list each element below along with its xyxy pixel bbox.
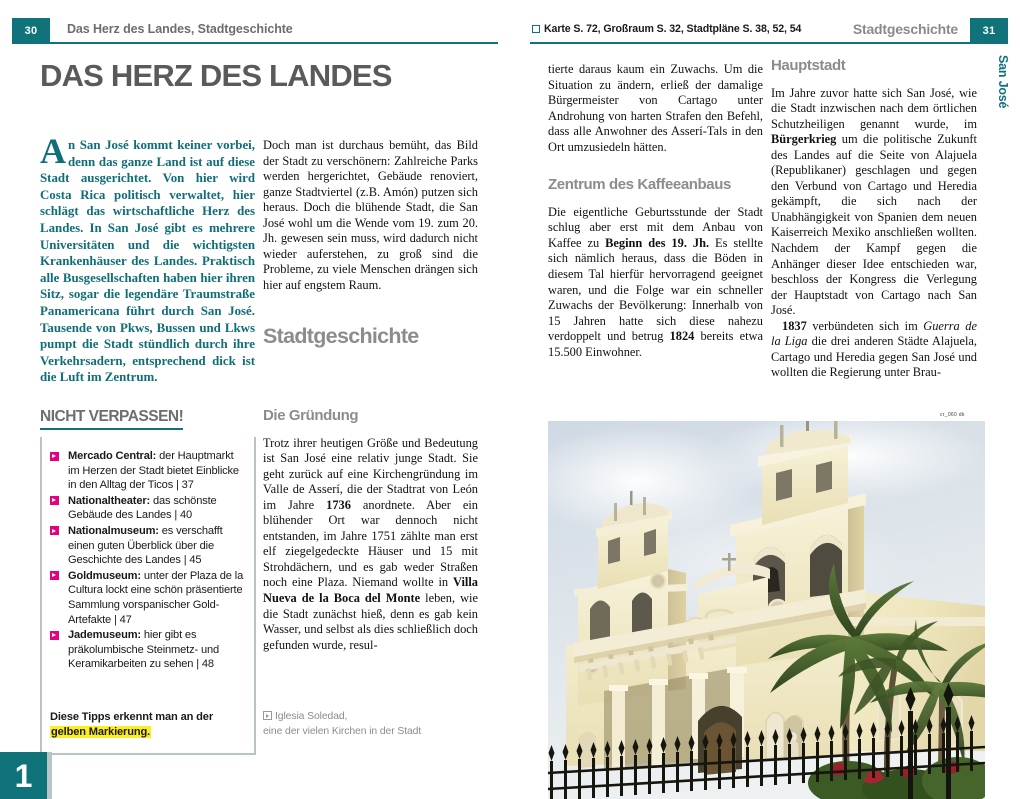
- column-3: [548, 62, 763, 360]
- tip-text: es verschafft einen guten Überblick über die Geschichte des Landes | 45: [68, 524, 223, 567]
- intro-text: n San José kommt keiner vorbei, denn das ganze Land ist auf diese Stadt ausgerichtet. Von hier wird Costa Rica politisch verwaltet, hier schlägt das wirtschaftliche Herz des Landes. In San José gibt es mehrere Universitäten und die wichtigsten Krankenhäuser des Landes. Praktisch alle Busgesellschaften haben hier ihren Sitz, sogar die legendäre Traumstraße Panamericana führt durch San José. Tausende von Pkws, Bussen und Lkws pumpt die Stadt stündlich durch ihre Verkehrsadern, entsprechend dick ist die Luft im Zentrum.: [40, 138, 255, 385]
- map-box-icon: [532, 25, 540, 33]
- tip-name: Nationaltheater:: [68, 494, 151, 507]
- page-title: DAS HERZ DES LANDES: [40, 58, 392, 93]
- side-tab-label: San José: [996, 55, 1010, 109]
- tips-note-line1: Diese Tipps erkennt man an der: [50, 711, 213, 723]
- intro-paragraph: [40, 131, 255, 386]
- tip-name: Goldmuseum:: [68, 569, 141, 582]
- tips-list-item[interactable]: [50, 524, 246, 568]
- founding-text-c: leben, wie die Stadt zunächst hieß, denn es gab kein Wasser, und selbst als dies schließlich doch gefunden wurde, resul-: [263, 590, 478, 652]
- caption-arrow-icon: [263, 711, 272, 720]
- arrow-right-icon: [50, 571, 59, 580]
- caption-line-1: Iglesia Soledad,: [275, 711, 348, 722]
- running-head-left: [12, 18, 498, 44]
- tip-text: unter der Plaza de la Cultura lockt eine schön präsentierte Sammlung vorspanischer Gold-Artefakte | 47: [68, 569, 244, 626]
- col2-paragraph: Doch man ist durchaus bemüht, das Bild der Stadt zu verschönern: Zahlreiche Parks werden hergerichtet, Gebäude renoviert, ganze Stadtviertel (z.B. Amón) putzen sich heraus. Doch die blühende Stadt, die San José wohl um die Wende vom 19. zum 20. Jh. gewesen sein muss, wird dadurch nicht wieder auferstehen, zu groß sind die Probleme, zu viele Menschen drängen sich hier auf engstem Raum.: [263, 138, 478, 292]
- tip-name: Nationalmuseum:: [68, 524, 159, 537]
- arrow-right-icon: [50, 631, 59, 640]
- coffee-text-b: Es stellte sich nämlich heraus, dass die Böden in diesem Tal hierfür hervorragend geeignet waren, und die Folge war ein schneller Zuwachs der Bevölkerung: Innerhalb von 15 Jahren hatte sich diese nahezu verdoppelt und betrug: [548, 235, 763, 344]
- tip-name: Jademuseum:: [68, 629, 141, 642]
- tip-text: hier gibt es präkolumbische Steinmetz- und Keramikarbeiten zu sehen | 48: [68, 629, 220, 671]
- arrow-right-icon: [50, 526, 59, 535]
- coffee-paragraph: [548, 205, 763, 360]
- church-photo-illustration: [548, 421, 985, 799]
- tips-list-item[interactable]: [50, 628, 246, 672]
- coffee-text-c: bereits etwa 15.500 Einwohner.: [548, 329, 763, 359]
- photo-caption: [263, 710, 488, 739]
- folio-left: 30: [12, 18, 50, 44]
- tips-list-item[interactable]: [50, 569, 246, 627]
- arrow-right-icon: [50, 452, 59, 461]
- folio-right: 31: [970, 18, 1008, 44]
- liga-text-a: verbündeten sich im: [806, 318, 924, 333]
- tips-box-body: [40, 437, 256, 755]
- liga-italic-phrase: Guerra de la Liga: [771, 318, 977, 349]
- founding-text-b: anordnete. Aber ein blühender Ort war dennoch nicht entstanden, im Jahre 1751 zählte man erst elf ziegelgedeckte Häuser und 15 mit Strohdächern, und es gab weder Straßen noch eine Plaza. Niemand wollte in: [263, 497, 478, 590]
- coffee-text-a: Die eigentliche Geburtsstunde der Stadt schlug aber erst mit dem Anbau von Kaffee zu: [548, 204, 763, 250]
- side-tab: [992, 55, 1014, 175]
- founding-text-a: Trotz ihrer heutigen Größe und Bedeutung ist San José eine relativ junge Stadt. Sie geht zurück auf eine Kirchengründung im Valle de Asserí, die der Stadtrat von León im Jahre: [263, 435, 478, 512]
- capital-text-b: um die politische Zukunft des Landes auf die Seite von Alajuela (Republikaner) geschlagen und gegen den Verbund von Cartago und Heredia gekämpft, die sich nach der Unabhängigkeit von Spanien dem neuen Kaiserreich Mexiko anschließen wollten. Nachdem der Kampf gegen die Anhänger dieser Idee entschieden war, beschloss der Kongress die Verlegung der Hauptstadt von Cartago nach San José.: [771, 132, 977, 318]
- subheading-die-gruendung: Die Gründung: [263, 407, 359, 424]
- liga-paragraph: [771, 319, 977, 381]
- subheading-hauptstadt: Hauptstadt: [771, 57, 846, 74]
- photo-iglesia-soledad: [548, 421, 985, 799]
- col3-continuation: tierte daraus kaum ein Zuwachs. Um die Situation zu ändern, erließ der damalige Bürgermeister von Cartago unter Androhung von harten Strafen den Befehl, dass alle Anwohner des Asserí-Tals in den Ort umzusiedeln hätten.: [548, 62, 763, 154]
- running-head-right-text: [530, 18, 970, 44]
- tips-list-item[interactable]: [50, 494, 246, 523]
- tips-list-item[interactable]: [50, 449, 246, 493]
- founding-year: 1736: [326, 497, 351, 512]
- arrow-right-icon: [50, 496, 59, 505]
- tips-list: [50, 449, 246, 672]
- running-head-section: Stadtgeschichte: [852, 21, 958, 37]
- tip-text: der Hauptmarkt im Herzen der Stadt bietet Einblicke in den Alltag der Ticos | 37: [68, 450, 239, 492]
- running-head-right: [530, 18, 1008, 44]
- chapter-tab: 1: [0, 752, 47, 799]
- liga-text-b: die drei anderen Städte Alajuela, Cartago und Heredia gegen San José und wollten die Regierung unter Brau-: [771, 334, 977, 380]
- capital-paragraph: [771, 86, 977, 319]
- drop-cap: A: [40, 131, 66, 171]
- coffee-year: 1824: [669, 329, 695, 344]
- subheading-kaffeeanbau: Zentrum des Kaffeeanbaus: [548, 176, 731, 194]
- photo-credit: cr_060 dk: [940, 412, 965, 418]
- capital-bold-phrase: Bürgerkrieg: [771, 132, 837, 147]
- tip-name: Mercado Central:: [68, 450, 157, 462]
- coffee-bold-phrase: Beginn des 19. Jh.: [605, 235, 710, 250]
- tips-box: [40, 408, 256, 755]
- die-gruendung-block: [263, 408, 478, 653]
- caption-line-2: eine der vielen Kirchen in der Stadt: [263, 725, 422, 737]
- tips-box-title: NICHT VERPASSEN!: [40, 408, 183, 430]
- founding-paragraph: [263, 436, 478, 654]
- map-reference-text: Karte S. 72, Großraum S. 32, Stadtpläne S. 38, 52, 54: [544, 23, 802, 35]
- column-4: [771, 58, 977, 381]
- tip-text: das schönste Gebäude des Landes | 40: [68, 494, 217, 522]
- section-heading-stadtgeschichte: Stadtgeschichte: [263, 324, 419, 349]
- tips-note-highlight: gelben Markierung.: [51, 726, 151, 738]
- founding-villa-name: Villa Nueva de la Boca del Monte: [263, 575, 478, 605]
- capital-text-a: Im Jahre zuvor hatte sich San José, wie die Stadt inzwischen nach dem örtlichen Schutzheiligen genannt wurde, im: [771, 85, 977, 131]
- chapter-tab-shadow: [47, 752, 52, 799]
- tips-box-note: [50, 710, 240, 740]
- column-2: [263, 138, 478, 362]
- running-head-left-text: Das Herz des Landes, Stadtgeschichte: [50, 18, 498, 44]
- liga-year: 1837: [782, 318, 807, 333]
- map-reference-line: [532, 23, 801, 35]
